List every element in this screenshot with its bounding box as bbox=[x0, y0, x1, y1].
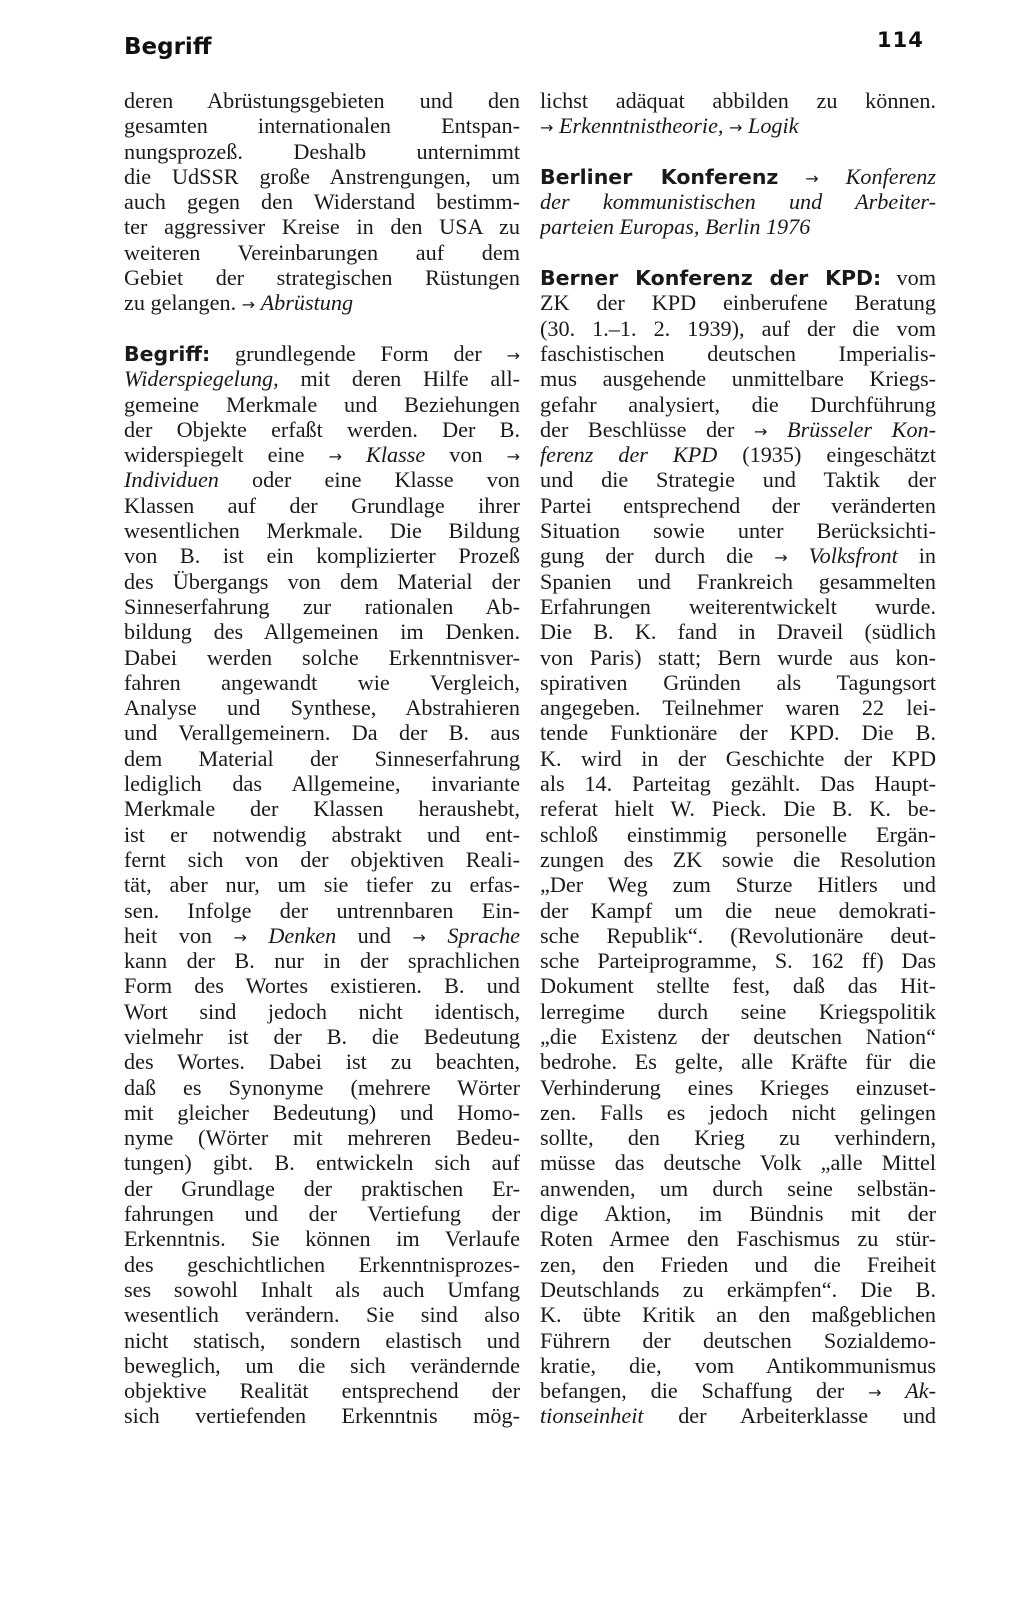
text-line: Die B. K. fand in Draveil (südlich bbox=[540, 619, 936, 645]
text-line: und Verallgemeinern. Da der B. aus bbox=[124, 720, 520, 746]
arrow-icon: → bbox=[412, 927, 426, 947]
text-line: auch gegen den Widerstand bestimm- bbox=[124, 189, 520, 215]
arrow-icon: → bbox=[754, 421, 768, 441]
begriff-body-b bbox=[124, 948, 520, 1429]
begriff-body-a bbox=[124, 493, 520, 923]
text-line: daß es Synonyme (mehrere Wörter bbox=[124, 1074, 520, 1100]
text-line: Situation sowie unter Berücksichti- bbox=[540, 518, 936, 544]
text-line: K. wird in der Geschichte der KPD bbox=[540, 745, 936, 771]
cross-reference: Widerspiegelung, bbox=[124, 366, 279, 392]
text-line: deren Abrüstungsgebieten und den bbox=[124, 88, 520, 113]
text-line: weiteren Vereinbarungen auf dem bbox=[124, 239, 520, 265]
text-line: fernt sich von der objektiven Reali- bbox=[124, 846, 520, 872]
text-line: beweglich, um die sich verändernde bbox=[124, 1352, 520, 1378]
text-line: lediglich das Allgemeine, invariante bbox=[124, 771, 520, 797]
text-line: schloß einstimmig personelle Ergän- bbox=[540, 821, 936, 847]
berner-body-b bbox=[540, 467, 936, 543]
cross-reference: Volksfront bbox=[808, 543, 898, 569]
text-line: kann der B. nur in der sprachlichen bbox=[124, 948, 520, 974]
text-line: referat hielt W. Pieck. Die B. K. be- bbox=[540, 796, 936, 822]
text-line: zen, den Frieden und die Freiheit bbox=[540, 1251, 936, 1277]
text-line: sen. Infolge der untrennbaren Ein- bbox=[124, 897, 520, 923]
text-line: Erfahrungen weiterentwickelt wurde. bbox=[540, 593, 936, 619]
cross-reference: der kommunistischen und Arbeiter- bbox=[540, 189, 936, 215]
text-line: angegeben. Teilnehmer waren 22 lei- bbox=[540, 695, 936, 721]
text-line: der Beschlüsse der → Brüsseler Kon- bbox=[540, 416, 936, 442]
text-line: nyme (Wörter mit mehreren Bedeu- bbox=[124, 1125, 520, 1151]
text-line: die UdSSR große Anstrengungen, um bbox=[124, 163, 520, 189]
text-line: gemeine Merkmale und Beziehungen bbox=[124, 391, 520, 417]
text-line: Führern der deutschen Sozialdemo- bbox=[540, 1327, 936, 1353]
berner-body-a bbox=[540, 290, 936, 416]
cross-reference: ferenz der KPD bbox=[540, 442, 718, 468]
cross-reference: Individuen bbox=[124, 467, 219, 493]
text-line: sche Republik“. (Revolutionäre deut- bbox=[540, 922, 936, 948]
berner-body-c bbox=[540, 569, 936, 1379]
text-line: vielmehr ist der B. die Bedeutung bbox=[124, 1023, 520, 1049]
text-line: Klassen auf der Grundlage ihrer bbox=[124, 492, 520, 518]
cross-reference: Ak- bbox=[905, 1378, 936, 1404]
text-line: wesentlichen Merkmale. Die Bildung bbox=[124, 518, 520, 544]
cross-reference: Konferenz bbox=[845, 163, 936, 189]
arrow-icon: → bbox=[805, 168, 819, 188]
entry-berner-headline: Berner Konferenz der KPD: vom bbox=[540, 265, 936, 291]
text-line: gung der durch die → Volksfront in bbox=[540, 543, 936, 569]
text-line: fahrungen und der Vertiefung der bbox=[124, 1201, 520, 1227]
text-line: zu gelangen. → Abrüstung bbox=[124, 290, 354, 316]
text-line: anwenden, um durch seine selbstän- bbox=[540, 1175, 936, 1201]
text-line: Gebiet der strategischen Rüstungen bbox=[124, 265, 520, 291]
text-line: gesamten internationalen Entspan- bbox=[124, 113, 520, 139]
text-line: kratie, die, vom Antikommunismus bbox=[540, 1352, 936, 1378]
cross-reference: parteien Europas, Berlin 1976 bbox=[540, 214, 811, 240]
text-line: tungen) gibt. B. entwickeln sich auf bbox=[124, 1150, 520, 1176]
text-line: „Der Weg zum Sturze Hitlers und bbox=[540, 872, 936, 898]
cross-reference: Abrüstung bbox=[260, 290, 354, 316]
text-line: zen. Falls es jedoch nicht gelingen bbox=[540, 1099, 936, 1125]
entry-berliner-headline bbox=[540, 164, 936, 189]
text-line: ZK der KPD einberufene Beratung bbox=[540, 290, 936, 316]
headword: Berliner Konferenz bbox=[540, 164, 779, 189]
text-line: mit gleicher Bedeutung) und Homo- bbox=[124, 1099, 520, 1125]
text-line: ist er notwendig abstrakt und ent- bbox=[124, 821, 520, 847]
text-line: der Kampf um die neue demokrati- bbox=[540, 897, 936, 923]
text-line: nungsprozeß. Deshalb unternimmt bbox=[124, 138, 520, 164]
text-line: als 14. Parteitag gezählt. Das Haupt- bbox=[540, 771, 936, 797]
arrow-icon: → bbox=[868, 1383, 882, 1403]
cross-reference: Erkenntnistheorie, bbox=[558, 113, 724, 139]
text-line: bedrohe. Es gelte, alle Kräfte für die bbox=[540, 1049, 936, 1075]
text-line: tät, aber nur, um sie tiefer zu erfas- bbox=[124, 872, 520, 898]
text-line: Dabei werden solche Erkenntnisver- bbox=[124, 644, 520, 670]
arrow-icon: → bbox=[328, 447, 342, 467]
text-line: von B. ist ein komplizierter Prozeß bbox=[124, 543, 520, 569]
entry-begriff-headline: Begriff: grundlegende Form der → bbox=[124, 340, 520, 366]
text-line: tende Funktionäre der KPD. Die B. bbox=[540, 720, 936, 746]
abruestung-continuation bbox=[124, 88, 520, 290]
text-line: fahren angewandt wie Vergleich, bbox=[124, 669, 520, 695]
text-line: der Grundlage der praktischen Er- bbox=[124, 1175, 520, 1201]
running-head: Begriff bbox=[124, 34, 212, 60]
cross-reference: Logik bbox=[747, 113, 799, 139]
arrow-icon: → bbox=[241, 295, 256, 315]
text-line: Spanien und Frankreich gesammelten bbox=[540, 568, 936, 594]
cross-reference: Denken bbox=[268, 922, 337, 948]
text-line: lichst adäquat abbilden zu können. bbox=[540, 88, 936, 113]
text-line: sollte, den Krieg zu verhindern, bbox=[540, 1125, 936, 1151]
text-line: Analyse und Synthese, Abstrahieren bbox=[124, 695, 520, 721]
text-line: „die Existenz der deutschen Nation“ bbox=[540, 1023, 936, 1049]
cross-reference: Klasse bbox=[366, 442, 426, 468]
text-line: müsse das deutsche Volk „alle Mittel bbox=[540, 1150, 936, 1176]
text-line: objektive Realität entsprechend der bbox=[124, 1378, 520, 1404]
text-line: gefahr analysiert, die Durchführung bbox=[540, 391, 936, 417]
right-column bbox=[540, 88, 936, 1429]
text-line: faschistischen deutschen Imperialis- bbox=[540, 340, 936, 366]
text-line: ferenz der KPD (1935) eingeschätzt bbox=[540, 442, 936, 468]
headword: Begriff: bbox=[124, 341, 211, 366]
text-line: Verhinderung eines Krieges einzuset- bbox=[540, 1074, 936, 1100]
text-line: Partei entsprechend der veränderten bbox=[540, 492, 936, 518]
text-line: tionseinheit der Arbeiterklasse und bbox=[540, 1403, 936, 1429]
text-line: nicht statisch, sondern elastisch und bbox=[124, 1327, 520, 1353]
text-line: lerregime durch seine Kriegspolitik bbox=[540, 998, 936, 1024]
text-line bbox=[540, 214, 936, 239]
arrow-icon: → bbox=[729, 118, 743, 138]
text-line: des geschichtlichen Erkenntnisprozes- bbox=[124, 1251, 520, 1277]
cross-reference: tionseinheit bbox=[540, 1403, 644, 1429]
text-line: ter aggressiver Kreise in den USA zu bbox=[124, 214, 520, 240]
text-line: ses sowohl Inhalt als auch Umfang bbox=[124, 1276, 520, 1302]
text-line bbox=[540, 113, 936, 138]
text-line: heit von → Denken und → Sprache bbox=[124, 922, 520, 948]
text-line: Individuen oder eine Klasse von bbox=[124, 467, 520, 493]
arrow-icon: → bbox=[540, 118, 554, 138]
text-line: des Übergangs von dem Material der bbox=[124, 568, 520, 594]
arrow-icon: → bbox=[774, 548, 788, 568]
text-line: Wort sind jedoch nicht identisch, bbox=[124, 998, 520, 1024]
text-line: der Objekte erfaßt werden. Der B. bbox=[124, 416, 520, 442]
text-line: und die Strategie und Taktik der bbox=[540, 467, 936, 493]
left-column bbox=[124, 88, 520, 1429]
text-line: zungen des ZK sowie die Resolution bbox=[540, 846, 936, 872]
arrow-icon: → bbox=[506, 345, 520, 365]
text-line bbox=[540, 189, 936, 214]
text-line: (30. 1.–1. 2. 1939), auf der die vom bbox=[540, 315, 936, 341]
text-line: des Wortes. Dabei ist zu beachten, bbox=[124, 1049, 520, 1075]
text-line: mus ausgehende unmittelbare Kriegs- bbox=[540, 366, 936, 392]
text-line: sich vertiefenden Erkenntnis mög- bbox=[124, 1403, 520, 1429]
arrow-icon: → bbox=[233, 927, 247, 947]
text-line: widerspiegelt eine → Klasse von → bbox=[124, 442, 520, 468]
cross-reference: Sprache bbox=[447, 922, 520, 948]
page-number: 114 bbox=[877, 28, 924, 52]
text-line: bildung des Allgemeinen im Denken. bbox=[124, 619, 520, 645]
cross-reference: Brüsseler Kon- bbox=[787, 416, 936, 442]
text-line: wesentlich verändern. Sie sind also bbox=[124, 1302, 520, 1328]
text-line: Roten Armee den Faschismus zu stür- bbox=[540, 1226, 936, 1252]
text-line: K. übte Kritik an den maßgeblichen bbox=[540, 1302, 936, 1328]
arrow-icon: → bbox=[506, 447, 520, 467]
text-line: dem Material der Sinneserfahrung bbox=[124, 745, 520, 771]
text-line: spirativen Gründen als Tagungsort bbox=[540, 669, 936, 695]
text-line: Widerspiegelung, mit deren Hilfe all- bbox=[124, 366, 520, 392]
text-line: Erkenntnis. Sie können im Verlaufe bbox=[124, 1226, 520, 1252]
text-line: befangen, die Schaffung der → Ak- bbox=[540, 1378, 936, 1404]
text-line: dige Aktion, im Bündnis mit der bbox=[540, 1201, 936, 1227]
text-line: von Paris) statt; Bern wurde aus kon- bbox=[540, 644, 936, 670]
text-line: Form des Wortes existieren. B. und bbox=[124, 973, 520, 999]
text-line: Merkmale der Klassen heraushebt, bbox=[124, 796, 520, 822]
text-line: Dokument stellte fest, daß das Hit- bbox=[540, 973, 936, 999]
text-line: Sinneserfahrung zur rationalen Ab- bbox=[124, 593, 520, 619]
text-line: sche Parteiprogramme, S. 162 ff) Das bbox=[540, 948, 936, 974]
text-line: Deutschlands zu erkämpfen“. Die B. bbox=[540, 1276, 936, 1302]
headword: Berner Konferenz der KPD: bbox=[540, 266, 882, 291]
